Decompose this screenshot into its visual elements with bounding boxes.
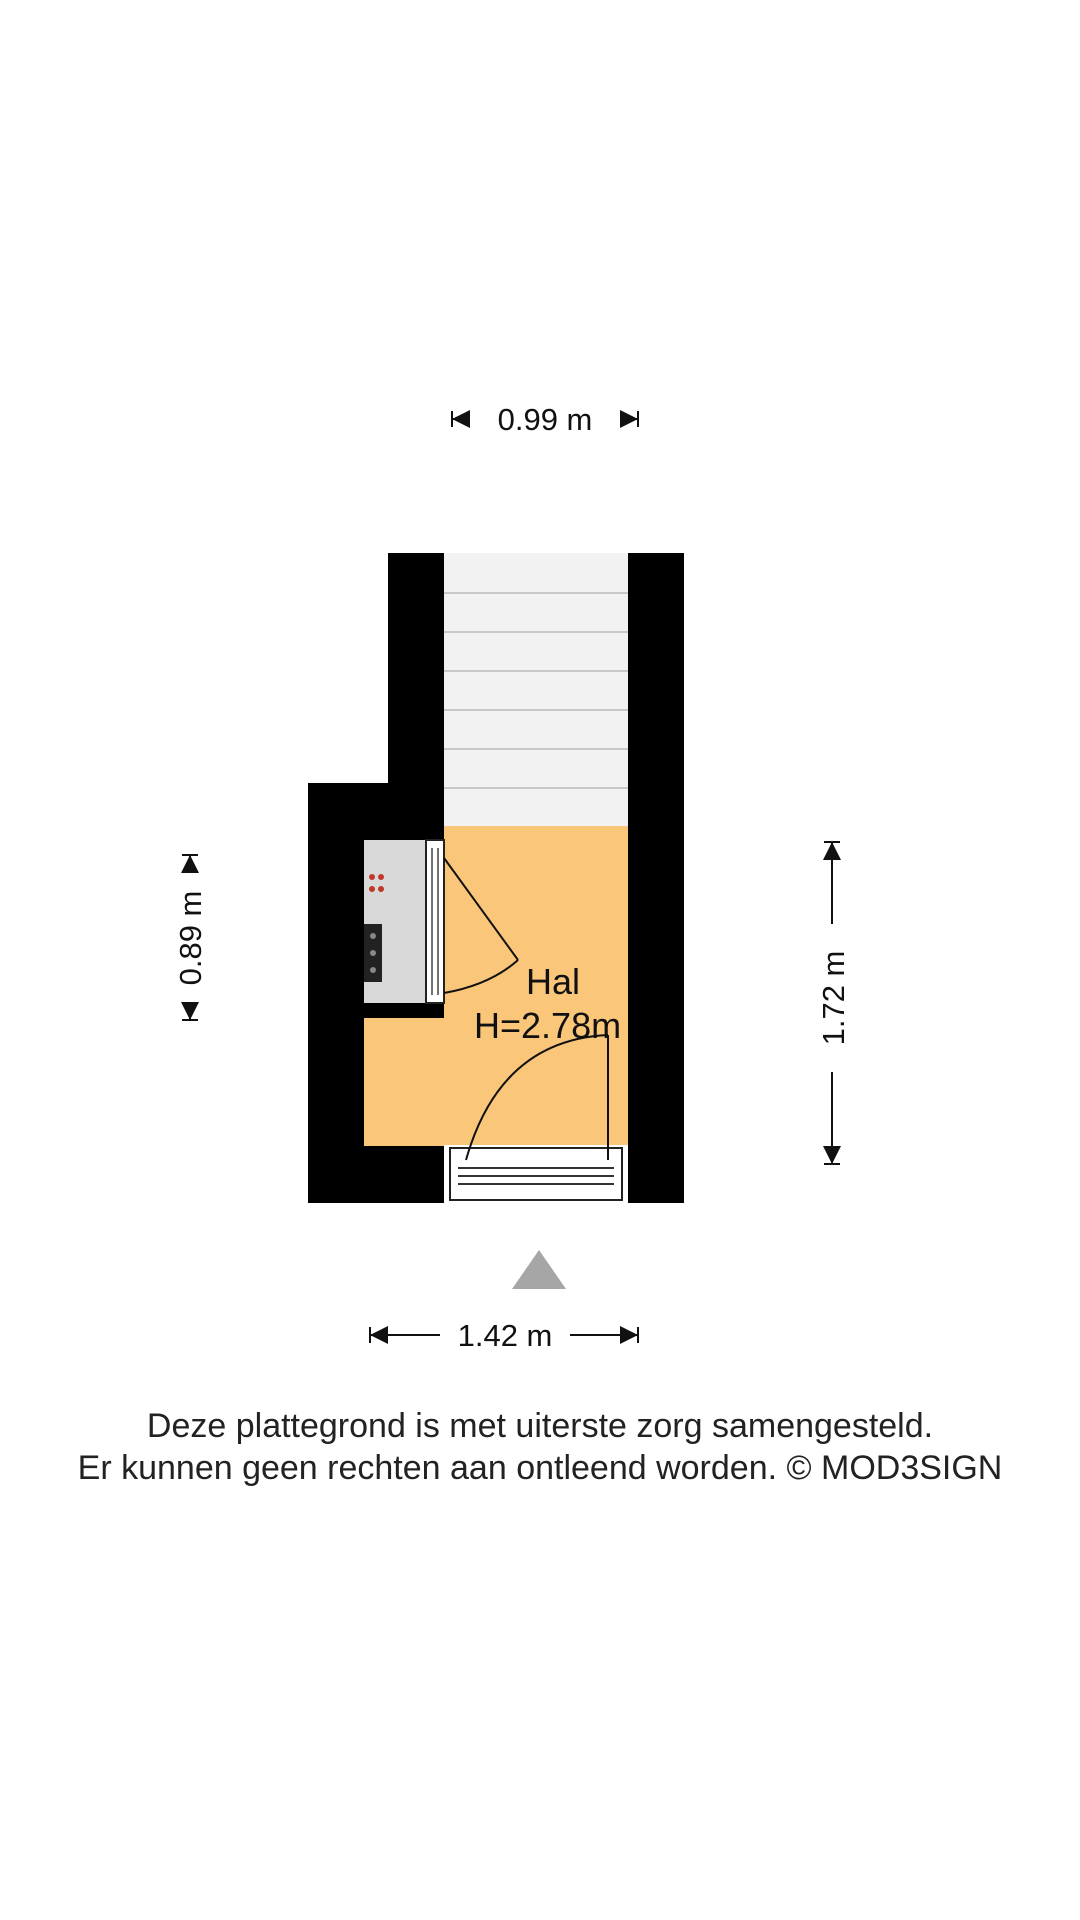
- dimension-top-label: 0.99 m: [497, 402, 593, 437]
- disclaimer-line-1: Deze plattegrond is met uiterste zorg samengesteld.: [146, 1407, 934, 1445]
- dimension-left-label: 0.89 m: [173, 890, 208, 986]
- dimension-left: [173, 855, 208, 1020]
- dimension-right-label: 1.72 m: [816, 950, 851, 1046]
- disclaimer-line-2: Er kunnen geen rechten aan ontleend worden. © MOD3SIGN: [77, 1449, 1003, 1487]
- dimension-bottom-label: 1.42 m: [457, 1318, 553, 1353]
- meter-dot-icon: [378, 874, 384, 880]
- dimension-top: [452, 402, 638, 437]
- room-name: Hal: [526, 961, 581, 1002]
- entrance-triangle-icon: [512, 1250, 566, 1289]
- dimension-bottom: [370, 1318, 638, 1353]
- meter-dot-icon: [369, 874, 375, 880]
- room-height: H=2.78m: [474, 1005, 622, 1046]
- dimension-right: [816, 842, 851, 1164]
- staircase: [444, 553, 628, 828]
- meter-cupboard: [364, 840, 444, 1003]
